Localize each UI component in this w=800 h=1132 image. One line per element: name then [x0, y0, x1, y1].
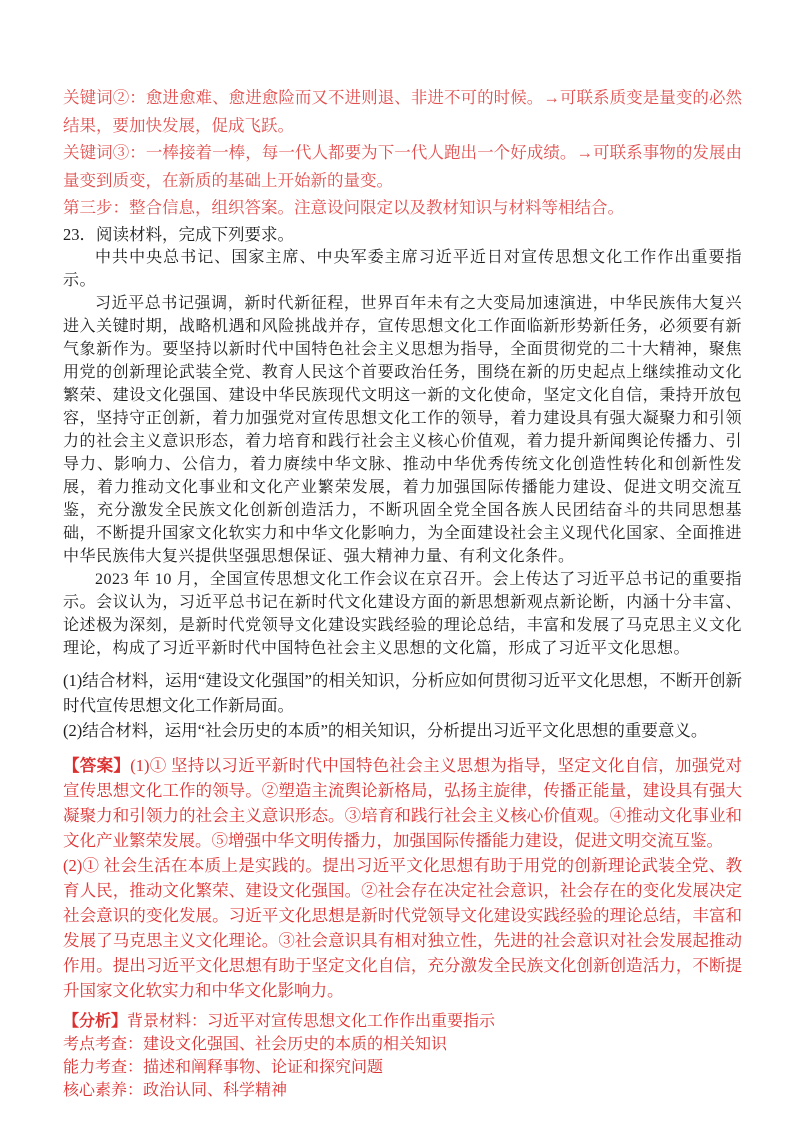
analysis-background-line — [63, 1010, 742, 1033]
sub-question-1: (1)结合材料，运用“建设文化强国”的相关知识，分析应如何贯彻习近平文化思想，不断开创新时代宣传思想文化工作新局面。 — [63, 670, 742, 715]
analysis-core-literacy-line: 核心素养：政治认同、科学精神 — [63, 1081, 288, 1099]
question-material-section — [63, 246, 742, 660]
sub-questions-section — [63, 668, 742, 743]
analysis-exam-points-line: 考点考查：建设文化强国、社会历史的本质的相关知识 — [63, 1035, 448, 1053]
key-note-step-3: 第三步：整合信息，组织答案。注意设问限定以及教材知识与材料等相结合。 — [63, 198, 624, 217]
analysis-ability-line: 能力考查：描述和阐释事物、论证和探究问题 — [63, 1058, 384, 1076]
question-prompt: 阅读材料，完成下列要求。 — [96, 224, 294, 244]
answer-part-1-text: (1)① 坚持以习近平新时代中国特色社会主义思想为指导，坚定文化自信，加强党对宣传思想文化工作的领导。②塑造主流舆论新格局，弘扬主旋律，传播正能量，建设具有强大凝聚力和引领力的社会主义意识形态。③培育和践行社会主义核心价值观。④推动文化事业和文化产业繁荣发展。⑤增强中华文明传播力，加强国际传播能力建设，促进文明交流互鉴。 — [63, 755, 742, 850]
answer-label: 【答案】 — [63, 755, 131, 775]
question-number: 23． — [63, 224, 96, 244]
answer-part-1 — [63, 753, 742, 853]
analysis-section — [63, 1010, 742, 1102]
answer-section — [63, 753, 742, 1003]
material-paragraph-2: 习近平总书记强调，新时代新征程，世界百年未有之大变局加速演进，中华民族伟大复兴进入关键时期，战略机遇和风险挑战并存，宣传思想文化工作面临新形势新任务，必须要有新气象新作为。要坚持以新时代中国特色社会主义思想为指导，全面贯彻党的二十大精神，聚焦用党的创新理论武装全党、教育人民这个首要政治任务，围绕在新的历史起点上继续推动文化繁荣、建设文化强国、建设中华民族现代文明这一新的文化使命，坚定文化自信，秉持开放包容，坚持守正创新，着力加强党对宣传思想文化工作的领导，着力建设具有强大凝聚力和引领力的社会主义意识形态，着力培育和践行社会主义核心价值观，着力提升新闻舆论传播力、引导力、影响力、公信力，着力赓续中华文脉、推动中华优秀传统文化创造性转化和创新性发展，着力推动文化事业和文化产业繁荣发展，着力加强国际传播能力建设、促进文明交流互鉴，充分激发全民族文化创新创造活力，不断巩固全党全国各族人民团结奋斗的共同思想基础，不断提升国家文化软实力和中华文化影响力，为全面建设社会主义现代化国家、全面推进中华民族伟大复兴提供坚强思想保证、强大精神力量、有利文化条件。 — [63, 294, 742, 565]
question-23-heading — [63, 223, 742, 246]
analysis-background-text: 背景材料：习近平对宣传思想文化工作作出重要指示 — [127, 1012, 496, 1030]
sub-question-2: (2)结合材料，运用“社会历史的本质”的相关知识，分析提出习近平文化思想的重要意义。 — [63, 720, 708, 740]
material-paragraph-3: 2023 年 10 月，全国宣传思想文化工作会议在京召开。会上传达了习近平总书记的重要指示。会议认为，习近平总书记在新时代文化建设方面的新思想新观点新论断，内涵十分丰富、论述极为深刻，是新时代党领导文化建设实践经验的理论总结，丰富和发展了马克思主义文化理论，构成了习近平新时代中国特色社会主义思想的文化篇，形成了习近平文化思想。 — [63, 570, 742, 657]
key-point-notes-section — [63, 84, 742, 222]
key-note-paragraph-2: 关键词②：愈进愈难、愈进愈险而又不进则退、非进不可的时候。→可联系质变是量变的必然结果，要加快发展，促成飞跃。 — [63, 88, 742, 135]
analysis-label: 【分析】 — [63, 1012, 128, 1030]
key-note-paragraph-3: 关键词③：一棒接着一棒，每一代人都要为下一代人跑出一个好成绩。→可联系事物的发展由量变到质变，在新质的基础上开始新的量变。 — [63, 143, 742, 190]
answer-part-2: (2)① 社会生活在本质上是实践的。提出习近平文化思想有助于用党的创新理论武装全党、教育人民，推动文化繁荣、建设文化强国。②社会存在决定社会意识，社会存在的变化发展决定社会意识的变化发展。习近平文化思想是新时代党领导文化建设实践经验的理论总结，丰富和发展了马克思主义文化理论。③社会意识具有相对独立性，先进的社会意识对社会发展起推动作用。提出习近平文化思想有助于坚定文化自信，充分激发全民族文化创新创造活力，不断提升国家文化软实力和中华文化影响力。 — [63, 855, 742, 1000]
material-paragraph-1: 中共中央总书记、国家主席、中央军委主席习近平近日对宣传思想文化工作作出重要指示。 — [63, 248, 742, 289]
